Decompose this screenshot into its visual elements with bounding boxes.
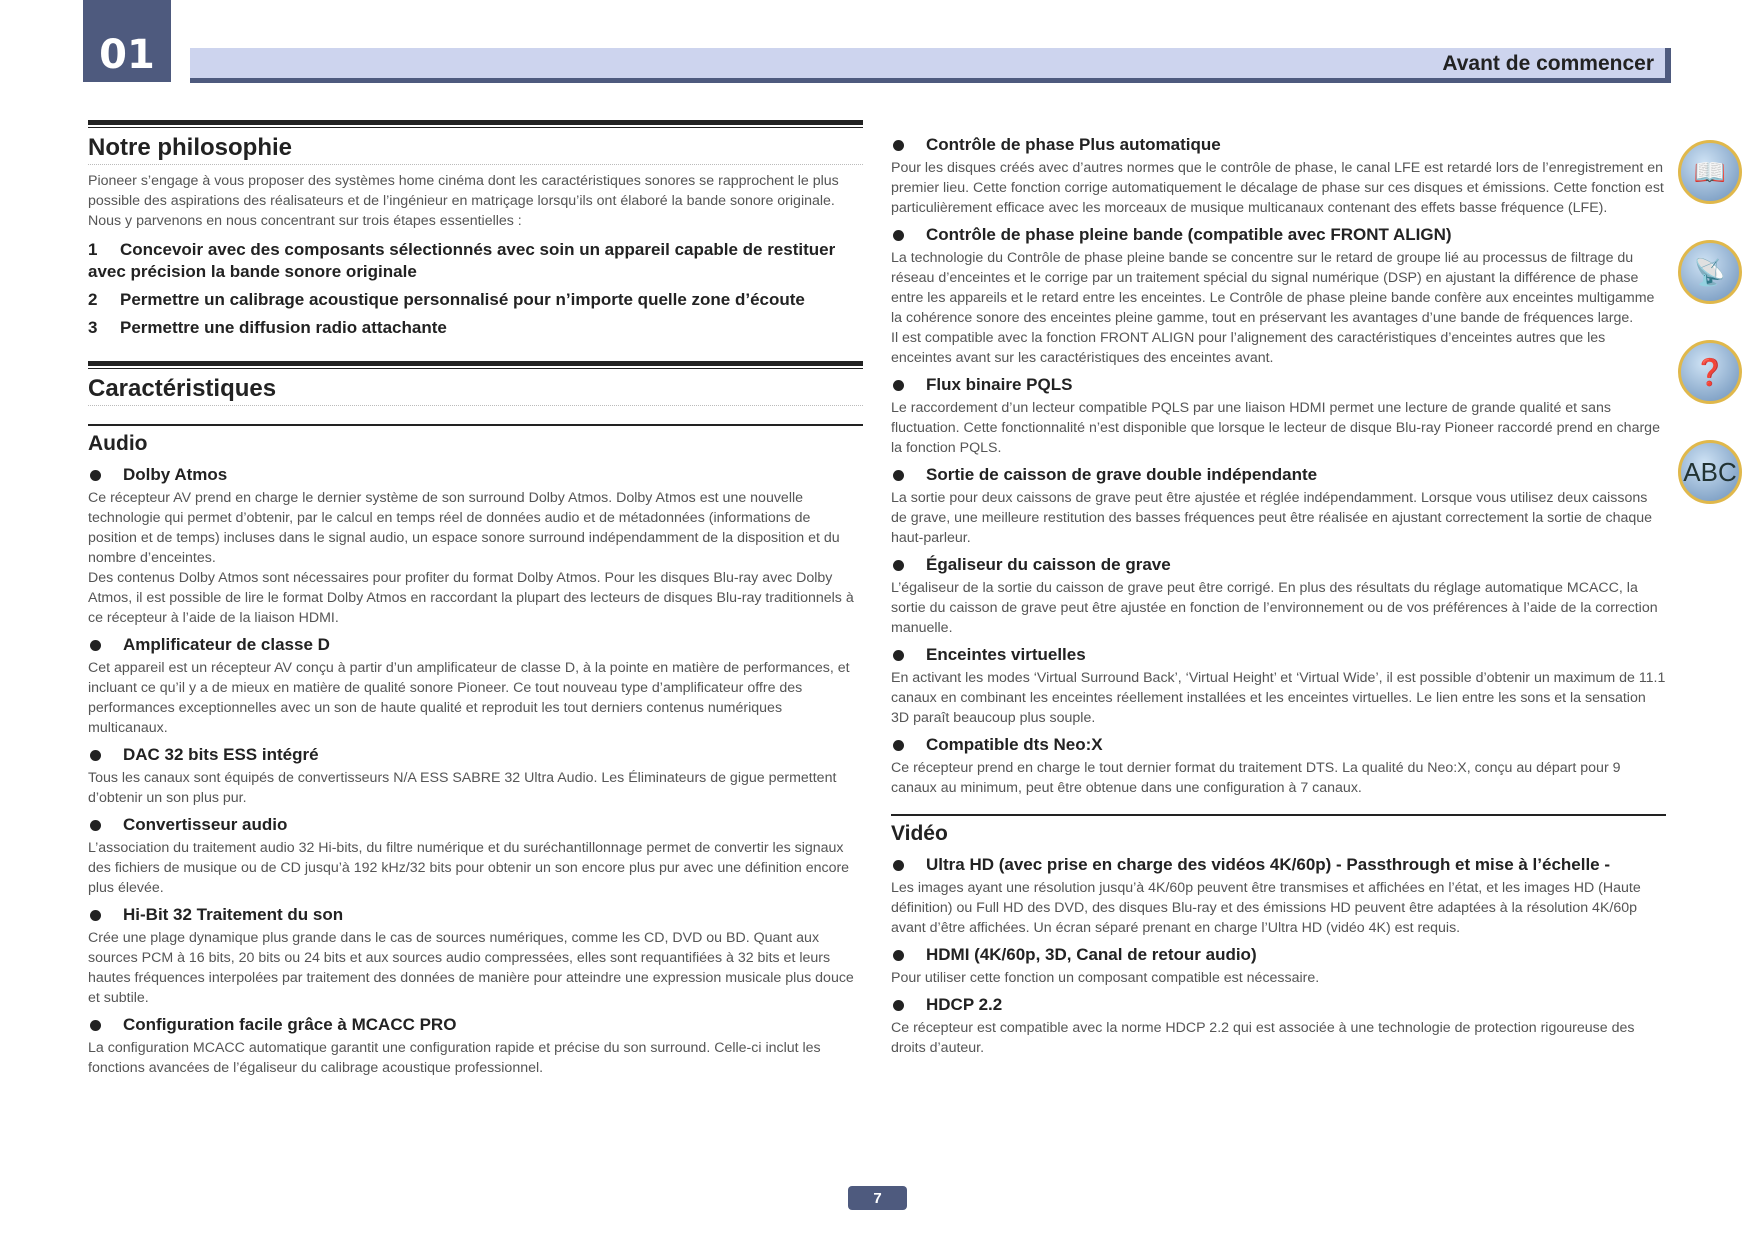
feature-item [891, 134, 1666, 218]
section-rule [88, 361, 863, 369]
feature-title: HDMI (4K/60p, 3D, Canal de retour audio) [926, 945, 1257, 964]
feature-body: La technologie du Contrôle de phase pleine bande se concentre sur le retard de groupe lié au processus de filtrage du réseau d’enceintes et le corrige par un traitement spécial du signal numérique (DSP) en ajustant la différence de phase entre les appareils et le retard entre les enceintes. Le Contrôle de phase pleine bande confère aux enceintes multigamme la cohérence sonore des enceintes pleine gamme, tout en préservant les avantages d’une bande de fréquences large. [891, 250, 1655, 326]
feature-item [891, 644, 1666, 728]
bullet-icon [90, 750, 101, 761]
book-icon[interactable]: 📖 [1678, 140, 1742, 204]
glossary-icon[interactable]: ABC [1678, 440, 1742, 504]
chapter-number: 01 [99, 32, 155, 78]
feature-item [88, 904, 863, 1008]
bullet-icon [893, 470, 904, 481]
feature-body: L’égaliseur de la sortie du caisson de grave peut être corrigé. En plus des résultats du réglage automatique MCACC, la sortie du caisson de grave peut être ajustée en fonction de l’environnement ou de vos préférences à l’aide de la correction manuelle. [891, 580, 1658, 636]
philosophy-intro: Pioneer s’engage à vous proposer des systèmes home cinéma dont les caractéristiques sonores se rapprochent le plus possible des aspirations des réalisateurs et de l’ingénieur en matriçage lorsqu’ils ont élaboré la bande sonore originale. Nous y parvenons en nous concentrant sur trois étapes essentielles : [88, 173, 839, 229]
bullet-icon [90, 640, 101, 651]
feature-item [891, 374, 1666, 458]
feature-title: Hi-Bit 32 Traitement du son [123, 905, 344, 924]
feature-body: Ce récepteur AV prend en charge le dernier système de son surround Dolby Atmos. Dolby Atmos est une nouvelle technologie qui permet d’obtenir, par le calcul en temps réel de données audio et de métadonnées (informations de position et de temps) incluses dans le signal audio, un espace sonore surround indépendamment de la disposition et du nombre d’enceintes. [88, 490, 840, 566]
feature-body: La sortie pour deux caissons de grave peut être ajustée et réglée indépendamment. Lorsque vous utilisez deux caissons de grave, une meilleure restitution des basses fréquences peut être réalisée en ajustant correctement la sortie de chaque haut-parleur. [891, 490, 1653, 546]
header-title: Avant de commencer [1442, 52, 1654, 75]
feature-item [891, 734, 1666, 798]
step-text: Concevoir avec des composants sélectionnés avec soin un appareil capable de restituer avec précision la bande sonore originale [88, 240, 836, 281]
section-rule [88, 120, 863, 128]
feature-title: HDCP 2.2 [926, 995, 1003, 1014]
bullet-icon [893, 950, 904, 961]
feature-item [88, 464, 863, 628]
step-item [88, 289, 863, 311]
bullet-icon [893, 740, 904, 751]
feature-title: Sortie de caisson de grave double indépendante [926, 465, 1318, 484]
feature-body: Pour utiliser cette fonction un composant compatible est nécessaire. [891, 970, 1320, 986]
feature-body: Cet appareil est un récepteur AV conçu à partir d’un amplificateur de classe D, à la pointe en matière de performances, et incluant ce qu’il y a de mieux en matière de qualité sonore Pioneer. Ce tout nouveau type d’amplificateur offre des performances exceptionnelles avec un son de haute qualité et reproduit les tout derniers contenus numériques multicanaux. [88, 660, 850, 736]
feature-body: Tous les canaux sont équipés de convertisseurs N/A ESS SABRE 32 Ultra Audio. Les Éliminateurs de gigue permettent d’obtenir un son plus pur. [88, 770, 837, 806]
feature-item [88, 1014, 863, 1078]
troubleshoot-icon[interactable]: ❓ [1678, 340, 1742, 404]
feature-title: Contrôle de phase Plus automatique [926, 135, 1221, 154]
header-bar-shadow [190, 78, 1671, 83]
step-text: Permettre un calibrage acoustique personnalisé pour n’importe quelle zone d’écoute [120, 290, 805, 309]
feature-body: La configuration MCACC automatique garantit une configuration rapide et précise du son surround. Celle-ci inclut les fonctions avancées de l’égaliseur du calibrage acoustique professionnel. [88, 1040, 821, 1076]
audio-heading: Audio [88, 424, 863, 456]
feature-body: En activant les modes ‘Virtual Surround Back’, ‘Virtual Height’ et ‘Virtual Wide’, il est possible d’obtenir un maximum de 11.1 canaux en combinant les enceintes réellement installées et les enceintes virtuelles. Le lien entre les sons et la sensation 3D paraît beaucoup plus souple. [891, 670, 1666, 726]
philosophy-steps [88, 239, 863, 339]
left-column [88, 120, 863, 1084]
feature-item [891, 224, 1666, 368]
bullet-icon [90, 470, 101, 481]
feature-title: Compatible dts Neo:X [926, 735, 1103, 754]
feature-item [88, 744, 863, 808]
remote-icon[interactable]: 📡 [1678, 240, 1742, 304]
feature-item [891, 554, 1666, 638]
chapter-tab [83, 0, 171, 82]
feature-title: Contrôle de phase pleine bande (compatible avec FRONT ALIGN) [926, 225, 1452, 244]
feature-body: Le raccordement d’un lecteur compatible PQLS par une liaison HDMI permet une lecture de grande qualité et sans fluctuation. Cette fonctionnalité n’est disponible que lorsque le lecteur de disque Blu-ray Pioneer raccordé prend en charge la fonction PQLS. [891, 400, 1660, 456]
feature-body: Pour les disques créés avec d’autres normes que le contrôle de phase, le canal LFE est retardé lors de l’enregistrement en premier lieu. Cette fonction corrige automatiquement le décalage de phase sur ces disques et émissions. Cette fonction est particulièrement efficace avec les morceaux de musique multicanaux contenant des effets basse fréquence (LFE). [891, 160, 1664, 216]
feature-title: Flux binaire PQLS [926, 375, 1073, 394]
feature-body: Des contenus Dolby Atmos sont nécessaires pour profiter du format Dolby Atmos. Pour les disques Blu-ray avec Dolby Atmos, il est possible de lire le format Dolby Atmos en raccordant la plupart des lecteurs de disques Blu-ray traditionnels à ce récepteur à l’aide de la liaison HDMI. [88, 570, 854, 626]
feature-body: Ce récepteur est compatible avec la norme HDCP 2.2 qui est associée à une technologie de protection rigoureuse des droits d’auteur. [891, 1020, 1635, 1056]
feature-title: Configuration facile grâce à MCACC PRO [123, 1015, 457, 1034]
bullet-icon [893, 140, 904, 151]
feature-item [891, 994, 1666, 1058]
feature-item [88, 634, 863, 738]
feature-item [891, 944, 1666, 988]
feature-item [88, 814, 863, 898]
step-number: 2 [88, 290, 98, 309]
feature-title: Convertisseur audio [123, 815, 288, 834]
bullet-icon [893, 1000, 904, 1011]
feature-body: Crée une plage dynamique plus grande dans le cas de sources numériques, comme les CD, DVD ou BD. Quant aux sources PCM à 16 bits, 20 bits ou 24 bits et aux sources audio compressées, elles sont requantifiées à 32 bits et leurs hautes fréquences interpolées par traitement des données de manière pour atteindre une expression musicale plus douce et subtile. [88, 930, 854, 1006]
feature-title: Enceintes virtuelles [926, 645, 1086, 664]
bullet-icon [893, 650, 904, 661]
feature-item [891, 464, 1666, 548]
feature-body: L’association du traitement audio 32 Hi-bits, du filtre numérique et du suréchantillonnage permet de convertir les signaux des fichiers de musique ou de CD jusqu’à 192 kHz/32 bits pour obtenir un son encore plus pur avec une définition encore plus élevée. [88, 840, 850, 896]
right-column [891, 134, 1666, 1064]
feature-title: Amplificateur de classe D [123, 635, 330, 654]
step-number: 3 [88, 318, 98, 337]
page-number: 7 [848, 1186, 907, 1210]
feature-title: Dolby Atmos [123, 465, 228, 484]
video-heading: Vidéo [891, 814, 1666, 846]
step-number: 1 [88, 240, 98, 259]
feature-body: Ce récepteur prend en charge le tout dernier format du traitement DTS. La qualité du Neo:X, conçu au départ pour 9 canaux au minimum, peut être obtenue dans une configuration à 7 canaux. [891, 760, 1621, 796]
bullet-icon [90, 910, 101, 921]
feature-body: Les images ayant une résolution jusqu’à 4K/60p peuvent être transmises et affichées en l’état, et les images HD (Haute définition) ou Full HD des DVD, des disques Blu-ray et des émissions HD peuvent être adaptées à la résolution 4K/60p avant d’être affichées. Un écran séparé prenant en charge l’Ultra HD (vidéo 4K) est requis. [891, 880, 1641, 936]
feature-body: Il est compatible avec la fonction FRONT ALIGN pour l’alignement des caractéristiques d’enceintes autres que les enceintes avant sur les caractéristiques des enceintes avant. [891, 330, 1606, 366]
feature-title: Ultra HD (avec prise en charge des vidéos 4K/60p) - Passthrough et mise à l’échelle - [926, 855, 1611, 874]
feature-title: DAC 32 bits ESS intégré [123, 745, 319, 764]
bullet-icon [893, 560, 904, 571]
philosophy-heading: Notre philosophie [88, 134, 863, 165]
bullet-icon [893, 860, 904, 871]
bullet-icon [90, 820, 101, 831]
bullet-icon [90, 1020, 101, 1031]
step-text: Permettre une diffusion radio attachante [120, 318, 447, 337]
feature-title: Égaliseur du caisson de grave [926, 555, 1171, 574]
features-heading: Caractéristiques [88, 375, 863, 406]
step-item [88, 317, 863, 339]
bullet-icon [893, 380, 904, 391]
bullet-icon [893, 230, 904, 241]
feature-item [891, 854, 1666, 938]
step-item [88, 239, 863, 283]
